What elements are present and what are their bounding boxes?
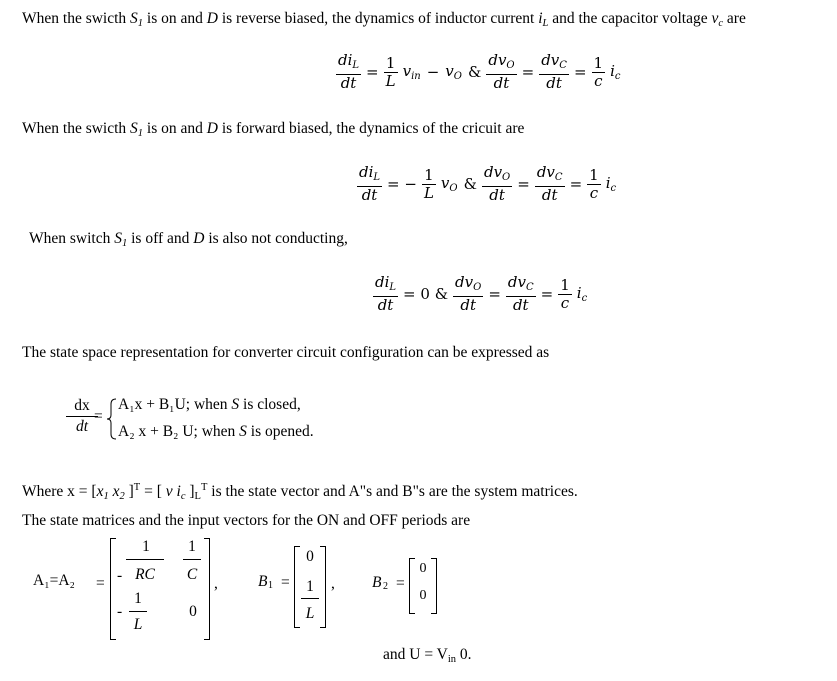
equation-switch-off [371,274,590,314]
text: When the swicth [22,120,131,137]
paragraph-reverse-biased [22,10,746,29]
fraction: $\frac{1}{L}$ [385,53,396,90]
text: are [723,10,746,27]
fraction: $\frac{1}{c}$ [589,165,599,202]
paragraph-switch-off [29,230,348,249]
b2-right-bracket [431,558,437,614]
text: is also not conducting, [204,230,348,247]
switch-symbol: S [114,230,122,247]
equals: = [569,175,583,193]
text: is reverse biased, the dynamics of inductor current [217,10,539,27]
a12-fraction-bar [183,559,201,560]
subscript: c [610,183,617,194]
subscript: c [581,293,588,304]
text: is off and [127,230,194,247]
fraction: $\frac{dv_O}{dt}$ [455,273,482,314]
text: is forward biased, the dynamics of the cricuit are [217,120,525,137]
subscript: 1 [137,128,144,139]
b1-subscript: 1 [268,580,273,591]
switch-symbol: S [130,120,138,137]
subscript: c [718,18,724,29]
fraction: $\frac{di_L}{dt}$ [338,51,360,92]
fraction: $\frac{1}{c}$ [593,53,604,90]
b1-label: B [258,573,268,590]
equals: = [396,575,405,592]
minus: - [117,567,123,584]
minus: - [117,603,123,620]
b1-numerator: 1 [306,578,314,595]
b1-left-bracket [294,546,300,628]
text: is on and [143,10,207,27]
fraction: $\frac{1}{L}$ [423,165,434,202]
ic-symbol: i [576,284,582,302]
equals: = [517,175,530,193]
subscript: L [542,18,549,29]
b2-top-value: 0 [419,561,427,576]
fraction: $\frac{di_L}{dt}$ [375,273,397,314]
equals: = [94,408,103,425]
paragraph-state-matrices: The state matrices and the input vectors for the ON and OFF periods are [22,512,471,529]
a11-numerator: 1 [142,538,150,555]
subscript: in [411,71,421,82]
comma: , [214,575,218,592]
equals-zero: = 0 & [403,285,449,303]
a-matrix-left-bracket [110,538,116,640]
paragraph-forward-biased [22,120,524,139]
paragraph-state-vector: Where $x = [x_1$ $x_2$ ]$^T$ = [ v $i_c$ ]$_L^T$ is the state vector and A"s and B"s are the system matrices. [22,482,578,502]
comma: , [331,575,335,592]
fraction: $\frac{di_L}{dt}$ [359,163,381,204]
a11-denominator: RC [135,566,155,583]
subscript: 1 [137,18,144,29]
a22-value: 0 [189,603,197,620]
case-opened: A₂ x + B₂ U; when S is opened. [118,423,314,440]
diode-symbol: D [193,230,205,247]
a-matrix-label: A₁=A₂ [33,572,75,589]
b2-left-bracket [409,558,415,614]
equals: = − [387,175,417,193]
b1-denominator: L [305,605,315,622]
ic-symbol: i [605,174,611,192]
a21-fraction-bar [129,611,147,612]
equals: = [521,63,535,81]
equation-reverse-biased [334,52,623,92]
text: When switch [29,230,115,247]
b2-label: B [372,574,382,591]
subscript: O [449,183,458,194]
equals: = [540,285,554,303]
b2-subscript: 2 [383,581,388,592]
inductor-current-symbol: i [538,10,543,27]
b2-bottom-value: 0 [419,588,427,603]
switch-symbol: S [130,10,138,27]
vo-symbol: v [445,62,454,80]
input-vector-line: and $U = V_{in}$ 0. [383,646,472,665]
vin-symbol: v [402,62,412,80]
a12-denominator: C [186,566,198,583]
a21-numerator: 1 [134,590,142,607]
minus: − [426,63,440,81]
diode-symbol: D [206,120,218,137]
a-matrix-right-bracket [204,538,210,640]
equals: = [488,285,501,303]
equals: = [573,63,587,81]
a12-numerator: 1 [188,538,196,555]
subscript: c [614,71,621,82]
subscript: O [453,71,462,82]
fraction: $\frac{dv_C}{dt}$ [541,51,567,92]
fraction: $\frac{dv_C}{dt}$ [507,273,534,314]
subscript: 1 [121,238,128,249]
b1-fraction-bar [301,598,319,599]
a11-fraction-bar [126,559,164,560]
left-brace-icon [106,398,118,440]
equation-forward-biased [355,164,619,204]
fraction: $\frac{dv_O}{dt}$ [488,51,515,92]
diode-symbol: D [206,10,218,27]
fraction: $\frac{dv_C}{dt}$ [536,163,563,204]
capacitor-voltage-symbol: v [711,10,719,27]
a21-denominator: L [133,616,143,633]
equals: = [96,575,105,592]
fraction: $\frac{dv_O}{dt}$ [483,163,511,204]
text: and the capacitor voltage [548,10,712,27]
b1-right-bracket [320,546,326,628]
equals: = [281,574,290,591]
equals: = [366,63,379,81]
ampersand: & [467,63,482,81]
ampersand: & [463,175,477,193]
dx-fraction: dx dt [66,396,98,437]
text: is on and [143,120,207,137]
ic-symbol: i [610,62,615,80]
fraction: $\frac{1}{c}$ [560,275,570,312]
b1-top-value: 0 [306,548,314,565]
text: When the swicth [22,10,131,27]
case-closed: A₁x + B₁U; when S is closed, [118,396,301,413]
vo-symbol: v [440,174,450,192]
paragraph-state-space: The state space representation for converter circuit configuration can be expressed as [22,344,550,361]
